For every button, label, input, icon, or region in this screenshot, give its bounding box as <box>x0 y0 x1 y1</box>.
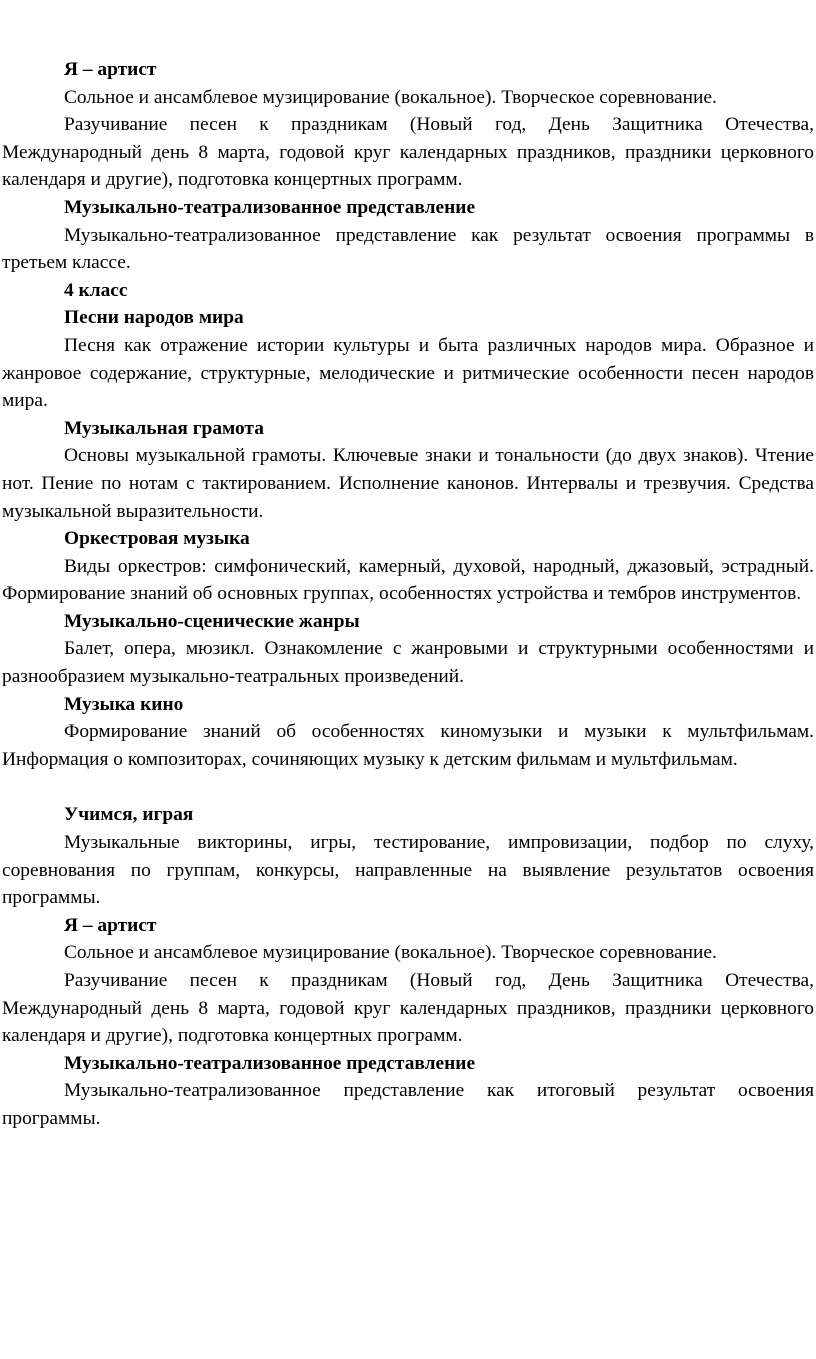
section-heading: Оркестровая музыка <box>64 528 250 550</box>
section-heading: Песни народов мира <box>64 307 244 329</box>
section-heading: Я – артист <box>64 59 157 80</box>
section-heading: Музыка кино <box>64 693 184 715</box>
section-heading: Музыкально-сценические жанры <box>64 610 360 632</box>
section-heading: Учимся, играя <box>64 804 194 826</box>
section-heading: 4 класс <box>64 279 128 301</box>
section-heading: Я – артист <box>64 914 157 936</box>
document-body <box>2 56 814 1133</box>
body-paragraph: Балет, опера, мюзикл. Ознакомление с жанровыми и структурными особенностями и разнообразием музыкально-театральных произведений. <box>2 638 814 688</box>
body-paragraph: Виды оркестров: симфонический, камерный, духовой, народный, джазовый, эстрадный. Формирование знаний об основных группах, особенностях устройства и тембров инструментов. <box>2 555 814 605</box>
section-spacer <box>2 773 814 801</box>
body-paragraph: Музыкально-театрализованное представление как результат освоения программы в третьем классе. <box>2 224 814 274</box>
body-paragraph: Сольное и ансамблевое музицирование (вокальное). Творческое соревнование. <box>64 86 717 108</box>
body-paragraph: Основы музыкальной грамоты. Ключевые знаки и тональности (до двух знаков). Чтение нот. Пение по нотам с тактированием. Исполнение канонов. Интервалы и трезвучия. Средства музыкальной выразительности. <box>2 445 814 522</box>
section-heading: Музыкально-театрализованное представление <box>64 196 476 218</box>
body-paragraph: Разучивание песен к праздникам (Новый год, День Защитника Отечества, Международный день 8 марта, годовой круг календарных праздников, праздники церковного календаря и другие), подготовка концертных программ. <box>2 970 814 1047</box>
body-paragraph: Разучивание песен к праздникам (Новый год, День Защитника Отечества, Международный день 8 марта, годовой круг календарных праздников, праздники церковного календаря и другие), подготовка концертных программ. <box>2 114 814 191</box>
section-heading: Музыкально-театрализованное представление <box>64 1052 476 1074</box>
body-paragraph: Сольное и ансамблевое музицирование (вокальное). Творческое соревнование. <box>64 942 717 964</box>
body-paragraph: Песня как отражение истории культуры и быта различных народов мира. Образное и жанровое содержание, структурные, мелодические и ритмические особенности песен народов мира. <box>2 334 814 412</box>
body-paragraph: Музыкальные викторины, игры, тестирование, импровизации, подбор по слуху, соревнования по группам, конкурсы, направленные на выявление результатов освоения программы. <box>2 832 814 909</box>
body-paragraph: Музыкально-театрализованное представление как итоговый результат освоения программы. <box>2 1080 814 1129</box>
body-paragraph: Формирование знаний об особенностях киномузыки и музыки к мультфильмам. Информация о композиторах, сочиняющих музыку к детским фильмам и мультфильмам. <box>2 721 814 770</box>
section-heading: Музыкальная грамота <box>64 417 264 439</box>
